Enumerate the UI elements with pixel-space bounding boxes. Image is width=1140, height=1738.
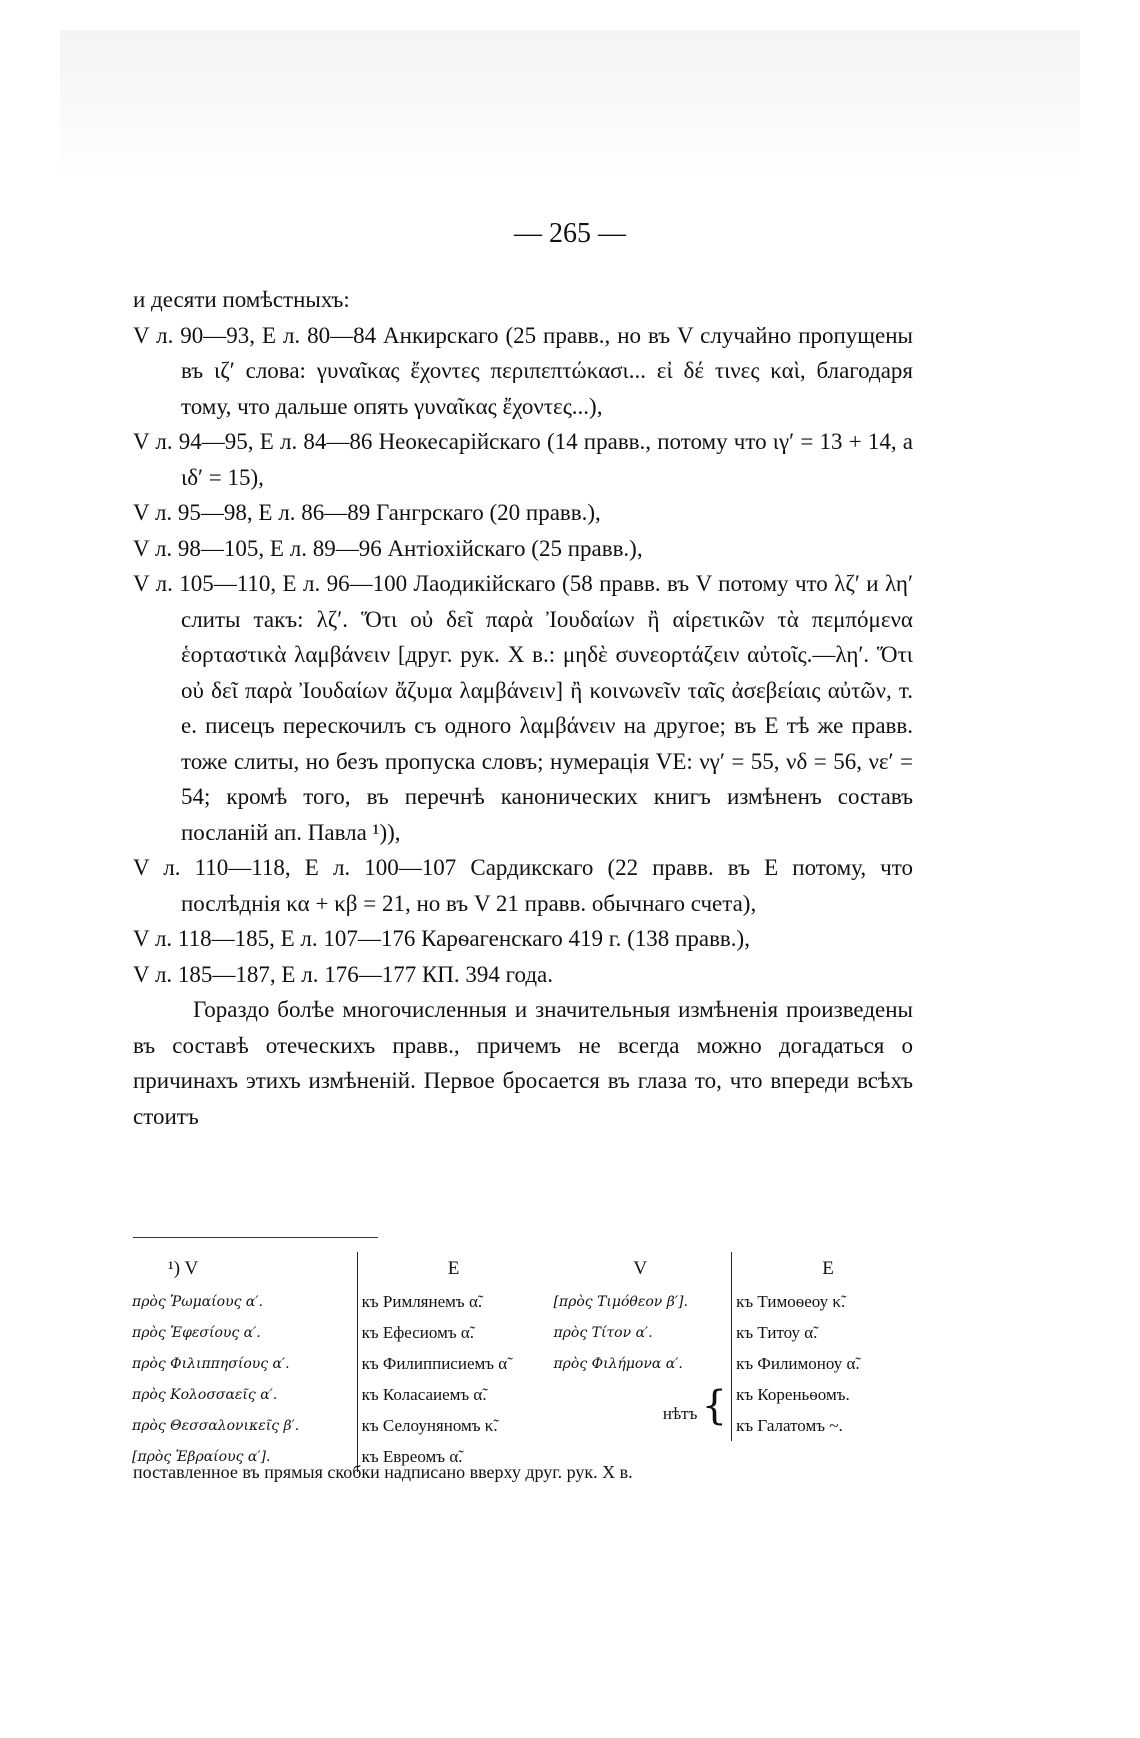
cell: къ Ефесиомъ α̃. <box>357 1317 549 1348</box>
text-entry: V л. 90—93, Е л. 80—84 Анкирскаго (25 правв., но въ V случайно пропущены въ ιζ′ слова: γυναῖκας ἔχοντες περιπεπτώκασι... εἰ δέ τινες καὶ, благодаря тому, что дальше опять γυναῖκας ἔχοντες...), <box>133 322 913 419</box>
scan-shadow <box>60 30 1080 180</box>
cell: къ Филипписиемъ α̃ <box>357 1348 549 1379</box>
text-entry: V л. 185—187, Е л. 176—177 КП. 394 года. <box>133 961 554 987</box>
table-row <box>128 1348 924 1379</box>
text-entry: V л. 118—185, Е л. 107—176 Карѳагенскаго 419 г. (138 правв.), <box>133 926 750 951</box>
cell: къ Селоуняномъ κ̃. <box>357 1410 549 1441</box>
footnote-marker: ¹) <box>168 1258 181 1279</box>
text-entry: V л. 105—110, Е л. 96—100 Лаодикійскаго (58 правв. въ V потому что λζ′ и λη′ слиты такъ: λζ′. Ὅτι οὐ δεῖ παρὰ Ἰουδαίων ἢ αἱρετικῶν τὰ πεμπόμενα ἑορταστικὰ λαμβάνειν [друг. рук. Х в.: μηδὲ συνεορτάζειν αὐτοῖς.—λη′. Ὅτι οὐ δεῖ παρὰ Ἰουδαίων ἄζυμα λαμβάνειν] ἢ κοινωνεῖν ταῖς ἀσεβείαις αὐτῶν, т. е. писецъ перескочилъ съ одного λαμβάνειν на другое; въ Е тѣ же правв. тоже слиты, но безъ пропуска словъ; нумерація VE: νγ′ = 55, νδ = 56, νε′ = 54; кромѣ того, въ перечнѣ канонических книгъ измѣненъ составъ посланій ап. Павла ¹)), <box>133 571 913 845</box>
cell: πρὸς Φιλιππησίους α′. <box>132 1355 290 1372</box>
table-row <box>128 1317 924 1348</box>
table-row <box>128 1410 924 1441</box>
cell: [πρὸς Ἑβραίους α′]. <box>132 1448 271 1465</box>
footnote-header-v2: V <box>633 1258 648 1279</box>
net-label: нѣтъ <box>662 1404 698 1423</box>
footnote-header-e1: Е <box>357 1252 549 1286</box>
cell: къ Коласаиемъ α̃. <box>357 1379 549 1410</box>
footnote-header-v1: V <box>184 1258 199 1279</box>
footnote-table <box>128 1252 924 1472</box>
page-number: — 265 — <box>514 218 626 249</box>
cell: [πρὸς Τιμόθεον β′]. <box>553 1293 688 1310</box>
text-entry: V л. 98—105, Е л. 89—96 Антіохійскаго (25 правв.), <box>133 535 643 561</box>
net-cell <box>549 1379 731 1441</box>
cell: къ Римлянемъ α̃. <box>357 1286 549 1317</box>
footnote-rule <box>133 1237 378 1238</box>
cell: πρὸς Φιλήμονα α′. <box>553 1355 683 1372</box>
cell: къ Титоу α̃. <box>732 1317 924 1348</box>
cell: πρὸς Ῥωμαίους α′. <box>132 1293 263 1310</box>
cell: къ Евреомъ α̃. <box>357 1441 549 1472</box>
cell: πρὸς Ἐφεσίους α′. <box>132 1324 261 1341</box>
text-entry: V л. 94—95, Е л. 84—86 Неокесарійскаго (14 правв., потому что ιγ′ = 13 + 14, а ιδ′ = 15), <box>133 429 913 490</box>
main-text <box>133 282 913 1134</box>
table-row <box>128 1379 924 1410</box>
footnote-last-line: поставленное въ прямыя скобки надписано вверху друг. рук. Х в. <box>133 1462 633 1482</box>
cell <box>732 1441 924 1472</box>
cell: къ Тимоѳеоу κ̃. <box>732 1286 924 1317</box>
cell: къ Галатомъ ~. <box>732 1410 924 1441</box>
text-entry: V л. 95—98, Е л. 86—89 Гангрскаго (20 правв.), <box>133 500 601 525</box>
table-row <box>128 1286 924 1317</box>
cell: πρὸς Θεσσαλονικεῖς β′. <box>132 1417 300 1434</box>
footnote-col-header <box>128 1252 357 1286</box>
text-entry: V л. 110—118, Е л. 100—107 Сардикскаго (22 правв. въ Е потому, что послѣднія κα + κβ = 21, но въ V 21 правв. обычнаго счета), <box>133 855 913 916</box>
cell: къ Кореньѳомъ. <box>732 1379 924 1410</box>
brace-icon: { <box>701 1383 728 1429</box>
cell: πρὸς Τίτον α′. <box>553 1324 653 1341</box>
footnote-header-row <box>128 1252 924 1286</box>
paragraph: Гораздо болѣе многочисленныя и значительныя измѣненія произведены въ составѣ отеческихъ правв., причемъ не всегда можно догадаться о причинахъ этихъ измѣненій. Первое бросается въ глаза то, что впереди всѣхъ стоитъ <box>133 997 913 1129</box>
footnote-header-e2: Е <box>732 1252 924 1286</box>
text-line: и десяти помѣстныхъ: <box>133 287 350 312</box>
cell: πρὸς Κολοσσαεῖς α′. <box>132 1386 278 1403</box>
cell: къ Филимоноу α̃. <box>732 1348 924 1379</box>
